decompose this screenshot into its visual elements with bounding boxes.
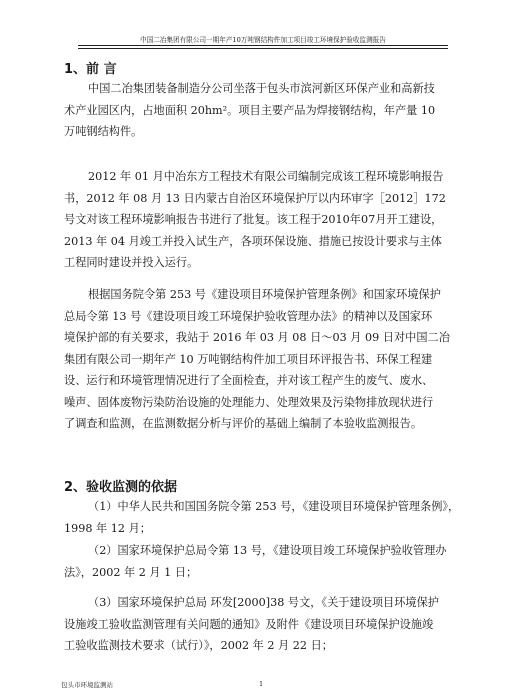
text-line: 工程同时建设并投入运行。 bbox=[64, 256, 199, 269]
text-line: 根据国务院令第 253 号《建设项目环境保护管理条例》和国家环境保护 bbox=[88, 288, 441, 301]
section-heading-preface: 1、前 言 bbox=[64, 62, 117, 77]
text-line: （1）中华人民共和国国务院令第 253 号，《建设项目环境保护管理条例》， bbox=[88, 500, 460, 513]
basis-item-3 bbox=[64, 592, 464, 657]
text-line: 噪声、固体废物污染防治设施的处理能力、处理效果及污染物排放现状进行 bbox=[64, 395, 434, 409]
header-rule bbox=[78, 48, 448, 49]
text-line: （2）国家环境保护总局令第 13 号，《建设项目竣工环境保护验收管理办 bbox=[88, 544, 447, 557]
text-line: 工验收监测技术要求（试行）》，2002 年 2 月 22 日； bbox=[64, 639, 333, 652]
text-line: 集团有限公司一期年产 10 万吨钢结构件加工项目环评报告书、环保工程建 bbox=[64, 352, 433, 366]
text-line: 总局令第 13 号《建设项目竣工环境保护验收管理办法》的精神以及国家环 bbox=[64, 309, 433, 323]
text-line: 2012 年 01 月中冶东方工程技术有限公司编制完成该工程环境影响报告 bbox=[88, 170, 444, 183]
text-line: 书，2012 年 08 月 13 日内蒙古自治区环境保护厅以内环审字［2012］172 bbox=[64, 191, 446, 205]
text-line: 1998 年 12 月； bbox=[64, 521, 151, 535]
text-line: 了调查和监测，在监测数据分析与评价的基础上编制了本验收监测报告。 bbox=[64, 417, 423, 430]
running-header bbox=[78, 36, 448, 46]
footer-organization: 包头市环境监测站 bbox=[61, 681, 113, 689]
basis-item-1 bbox=[64, 496, 464, 539]
text-line: 术产业园区内，占地面积 20hm²。项目主要产品为焊接钢结构，年产量 10 bbox=[64, 103, 436, 117]
section-heading-basis: 2、验收监测的依据 bbox=[64, 480, 178, 495]
text-line: 中国二冶集团装备制造分公司坐落于包头市滨河新区环保产业和高新技 bbox=[88, 82, 435, 95]
text-line: （3）国家环境保护总局 环发[2000]38 号文，《关于建设项目环境保护 bbox=[88, 596, 439, 609]
text-line: 设施竣工验收监测管理有关问题的通知》及附件《建设项目环境保护设施竣 bbox=[64, 617, 434, 631]
paragraph-company-intro bbox=[64, 78, 464, 143]
header-title: 中国二冶集团有限公司一期年产10万吨钢结构件加工项目竣工环境保护验收监测报告 bbox=[140, 36, 386, 44]
text-line: 号文对该工程环境影响报告书进行了批复。该工程于2010年07月开工建设， bbox=[64, 213, 443, 226]
text-line: 2013 年 04 月竣工并投入试生产，各项环保设施、措施已按设计要求与主体 bbox=[64, 234, 442, 248]
text-line: 设、运行和环境管理情况进行了全面检查，并对该工程产生的废气、废水、 bbox=[64, 374, 434, 387]
text-line: 法》，2002 年 2 月 1 日； bbox=[64, 565, 198, 579]
paragraph-eia-history bbox=[64, 166, 464, 274]
basis-item-2 bbox=[64, 540, 464, 583]
text-line: 万吨钢结构件。 bbox=[64, 125, 143, 138]
paragraph-monitoring-basis bbox=[64, 284, 464, 435]
page-number: 1 bbox=[259, 680, 264, 688]
text-line: 境保护部的有关要求，我站于 2016 年 03 月 08 日～03 月 09 日对中国二冶 bbox=[64, 331, 450, 344]
